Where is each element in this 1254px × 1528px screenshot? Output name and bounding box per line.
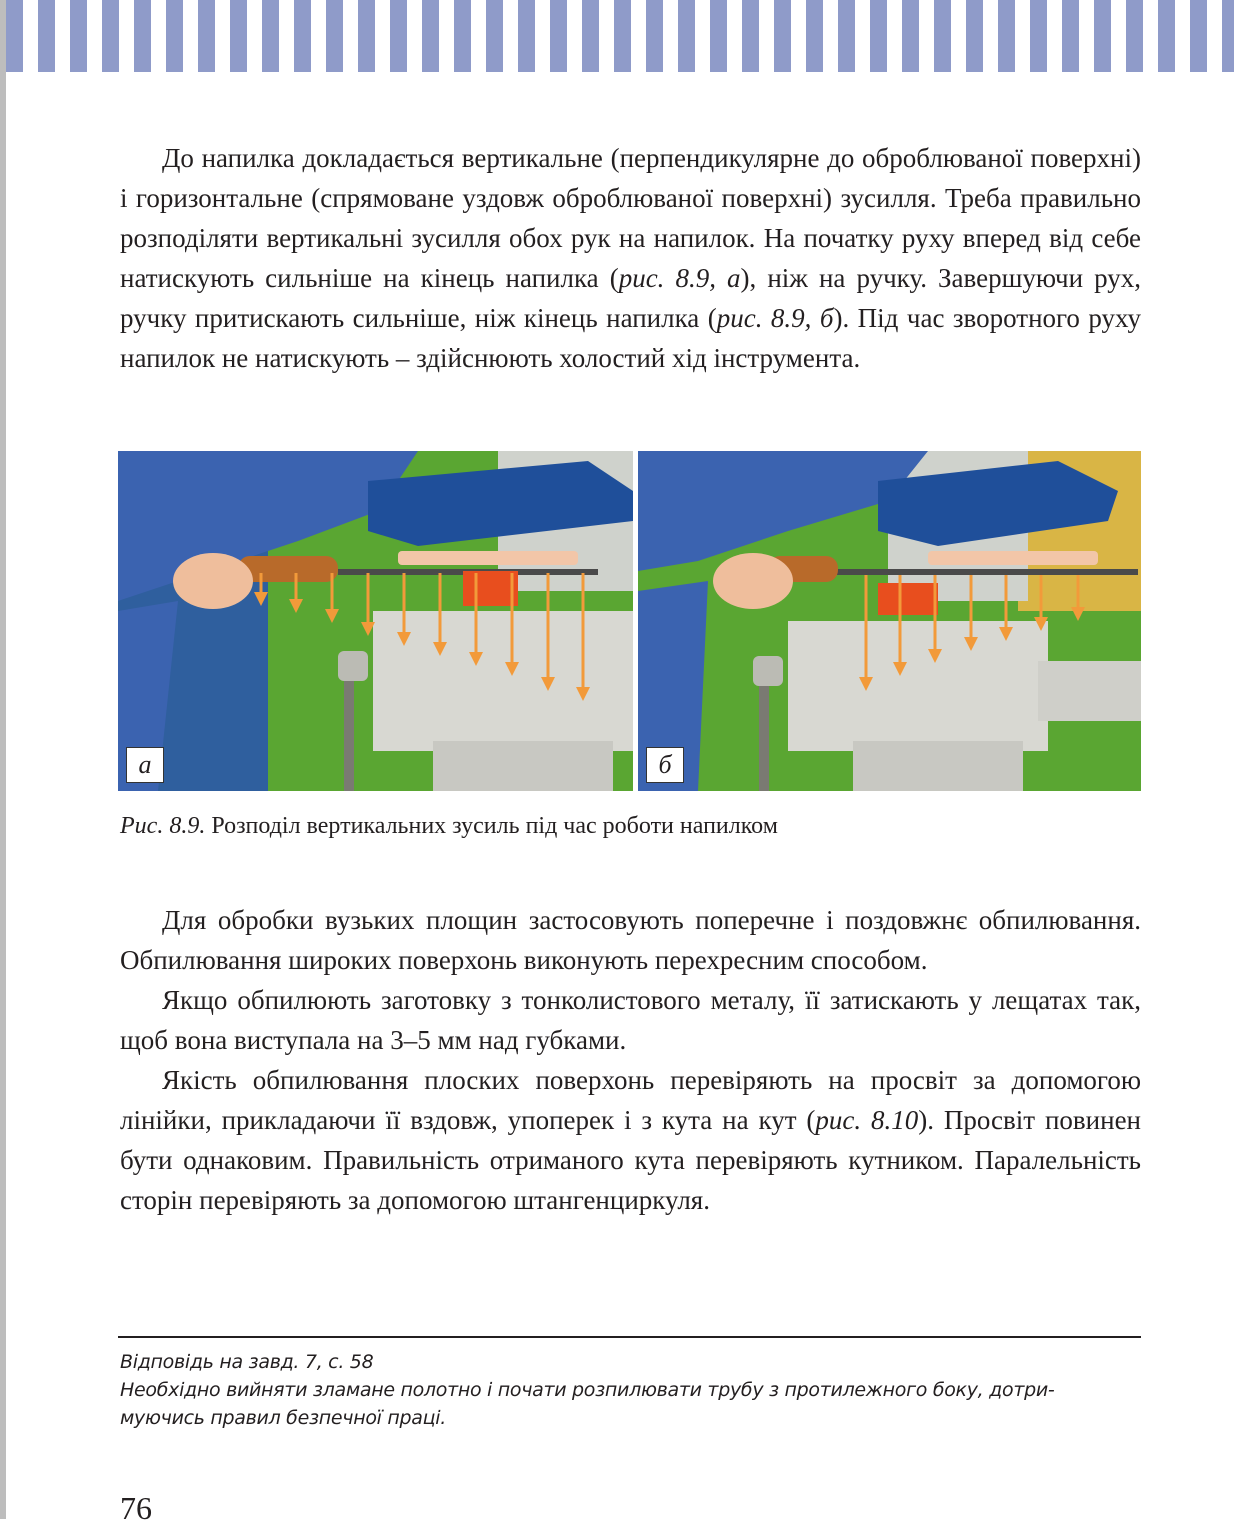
figure-8-9 <box>118 451 1141 791</box>
footnote-title: Відповідь на завд. 7, с. 58 <box>120 1351 374 1373</box>
text-part: ), ніж на ручку. Завершуючи рух, ручку притискають сильніше, ніж кінець напилка ( <box>120 263 1141 333</box>
text-part: ). Просвіт повинен бути однаковим. Правильність отриманого кута перевіряють кутником. Паралельність сторін перевіряють за допомогою штангенциркуля. <box>120 1105 1142 1215</box>
photo-a-force-at-start <box>118 451 633 791</box>
paragraph-filing-force <box>120 138 1141 378</box>
footnote-divider <box>118 1336 1141 1338</box>
figure-reference: рис. 8.9, б <box>716 303 834 333</box>
caption-text: Розподіл вертикальних зусиль під час роботи напилком <box>205 813 778 839</box>
paragraph-thin-sheet: Якщо обпилюють заготовку з тонколистового металу, її затискають у лещатах так, щоб вона виступала на 3–5 мм над губками. <box>120 985 1141 1055</box>
answer-footnote <box>120 1348 1141 1432</box>
text-part: До напилка докладається вертикальне (перпендикулярне до оброблюваної поверхні) і горизонтальне (спрямоване уздовж оброблюваної поверхні) зусилля. Треба правильно розподіляти вертикальні зусилля обох рук на напилок. На початку руху вперед від себе натискують сильніше на кінець напилка ( <box>120 143 1141 293</box>
photo-label-b: б <box>646 747 684 783</box>
paragraphs-filing-methods <box>120 900 1141 1220</box>
text-part: Якість обпилювання плоских поверхонь перевіряють на просвіт за допомогою лінійки, прикладаючи її вздовж, упоперек і з кута на кут ( <box>120 1065 1141 1135</box>
figure-caption <box>120 810 778 842</box>
photo-b-force-at-end <box>638 451 1141 791</box>
footnote-line: муючись правил безпечної праці. <box>120 1407 446 1429</box>
paragraph-quality-check <box>120 1060 1141 1220</box>
page-number: 76 <box>120 1490 152 1526</box>
paragraph-narrow-surfaces: Для обробки вузьких площин застосовують поперечне і поздовжнє обпилювання. Обпилювання широких поверхонь виконують перехресним способом. <box>120 905 1141 975</box>
figure-reference: рис. 8.10 <box>815 1105 919 1135</box>
figure-reference: рис. 8.9, а <box>618 263 741 293</box>
photo-label-a: а <box>126 747 164 783</box>
page-edge <box>0 0 6 1519</box>
footnote-line: Необхідно вийняти зламане полотно і почати розпилювати трубу з протилежного боку, дотри- <box>120 1379 1055 1401</box>
text-part: ). Під час зворотного руху напилок не натискують – здійснюють холостий хід інструмента. <box>120 303 1141 373</box>
caption-figure-ref: Рис. 8.9. <box>120 813 206 839</box>
decorative-stripe-header <box>6 0 1234 72</box>
